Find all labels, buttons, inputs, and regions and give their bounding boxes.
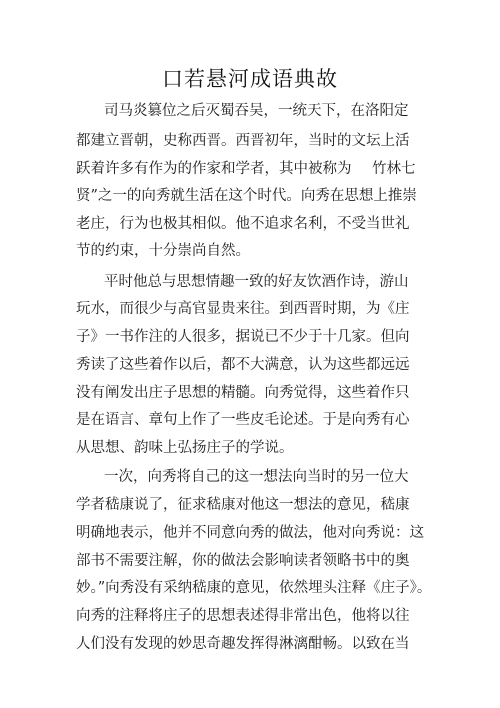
body-line: 子》一书作注的人很多，据说已不少于十几家。但向 <box>76 329 410 345</box>
body-line: 部书不需要注解，你的做法会影响读者领略书中的奥 <box>76 553 410 569</box>
body-line: 竹林七 <box>372 161 416 177</box>
body-line: 学者嵇康说了，征求嵇康对他这一想法的意见，嵇康 <box>76 497 410 513</box>
body-line: 是在语言、章句上作了一些皮毛论述。于是向秀有心 <box>76 412 410 428</box>
body-line: 平时他总与思想情趣一致的好友饮酒作诗，游山 <box>104 274 409 290</box>
body-line: 明确地表示，他并不同意向秀的做法，他对向秀说：这 <box>76 525 424 541</box>
body-line: 节的约束，十分崇尚自然。 <box>76 243 250 259</box>
body-line: 从思想、韵味上弘扬庄子的学说。 <box>76 440 294 456</box>
body-line: 人们没有发现的妙思奇趣发挥得淋漓酣畅。以致在当 <box>76 636 410 652</box>
body-line: 秀读了这些着作以后，都不大满意，认为这些都远远 <box>76 357 410 373</box>
body-line: 妙。”向秀没有采纳嵇康的意见，依然埋头注释《庄子》。 <box>76 580 432 596</box>
body-line: 玩水，而很少与高官显贵来往。到西晋时期，为《庄 <box>76 301 410 317</box>
body-line: 贤”之一的向秀就生活在这个时代。向秀在思想上推崇 <box>76 188 417 204</box>
body-line: 一次，向秀将自己的这一想法向当时的另一位大 <box>104 469 409 485</box>
document-title: 口若悬河成语典故 <box>162 67 338 91</box>
body-line: 没有阐发出庄子思想的精髓。向秀觉得，这些着作只 <box>76 385 410 401</box>
body-line: 老庄，行为也极其相似。他不追求名利，不受当世礼 <box>76 216 410 232</box>
body-line: 向秀的注释将庄子的思想表述得非常出色，他将以往 <box>76 608 410 624</box>
body-line: 都建立晋朝，史称西晋。西晋初年，当时的文坛上活 <box>76 133 410 149</box>
body-line: 司马炎篡位之后灭蜀吞吴，一统天下，在洛阳定 <box>104 103 409 119</box>
body-line: 跃着许多有作为的作家和学者，其中被称为 <box>76 161 352 177</box>
